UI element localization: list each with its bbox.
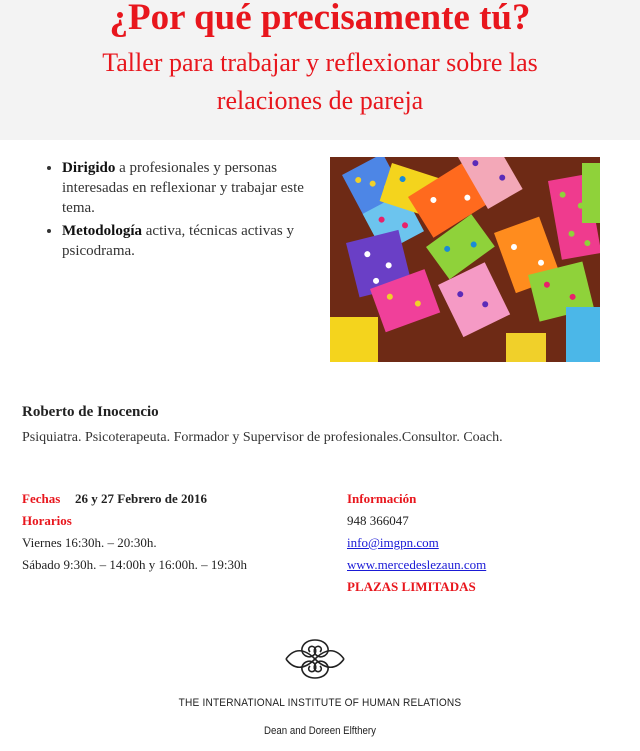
limited-places-notice: PLAZAS LIMITADAS xyxy=(347,579,476,594)
subtitle-line-2: relaciones de pareja xyxy=(216,86,424,115)
audience-text: a profesionales y personas interesadas en reflexionar y trabajar este tema. xyxy=(62,160,304,216)
methodology-label: Metodología xyxy=(62,223,142,239)
website-link[interactable]: www.mercedeslezaun.com xyxy=(347,557,487,572)
institute-founders: Dean and Doreen Elfthery xyxy=(264,725,376,737)
methodology-text: activa, técnicas activas y psicodrama. xyxy=(62,223,295,259)
dates-label: Fechas xyxy=(22,491,61,506)
audience-label: Dirigido xyxy=(62,160,116,176)
dates-value: 26 y 27 Febrero de 2016 xyxy=(75,491,208,506)
institute-name: THE INTERNATIONAL INSTITUTE OF HUMAN RELATIONS xyxy=(178,697,462,709)
workshop-details-list xyxy=(42,158,317,264)
list-item-methodology xyxy=(62,221,317,261)
subtitle-line-1: Taller para trabajar y reflexionar sobre las xyxy=(102,48,538,77)
email-link[interactable]: info@imgpn.com xyxy=(347,535,439,550)
page-subtitle xyxy=(0,44,640,120)
page-title: ¿Por qué precisamente tú? xyxy=(109,0,531,38)
list-item-audience xyxy=(62,158,317,218)
schedule-friday: Viernes 16:30h. – 20:30h. xyxy=(22,535,157,550)
info-phone: 948 366047 xyxy=(347,513,409,528)
presenter-bio: Psiquiatra. Psicoterapeuta. Formador y Supervisor de profesionales.Consultor. Coach. xyxy=(22,430,503,445)
presenter-name: Roberto de Inocencio xyxy=(22,404,159,420)
hours-label: Horarios xyxy=(22,513,72,528)
header-banner xyxy=(0,0,640,140)
info-label: Información xyxy=(347,491,417,506)
schedule-saturday: Sábado 9:30h. – 14:00h y 16:00h. – 19:30h xyxy=(22,557,247,572)
institute-logo-icon xyxy=(280,636,350,682)
dominoes-photo xyxy=(330,157,600,362)
dominoes-illustration xyxy=(330,157,600,362)
